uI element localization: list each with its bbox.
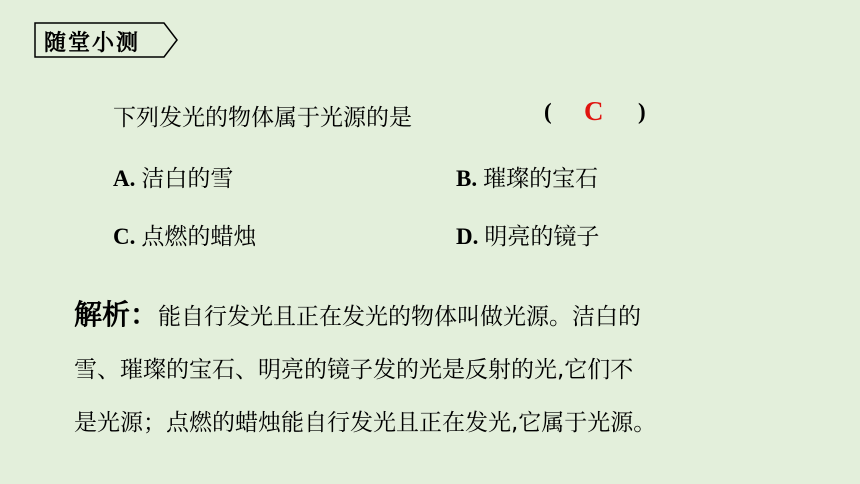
option-text: 璀璨的宝石 xyxy=(483,166,599,192)
option-letter: D. xyxy=(456,224,479,249)
question-text: 下列发光的物体属于光源的是 xyxy=(113,105,412,131)
analysis-text-1: 能自行发光且正在发光的物体叫做光源。洁白的 xyxy=(158,304,642,330)
option-text: 点燃的蜡烛 xyxy=(141,224,257,250)
analysis-line-3: 是光源；点燃的蜡烛能自行发光且正在发光,它属于光源。 xyxy=(74,410,657,436)
answer-letter: C xyxy=(584,96,604,126)
analysis-block xyxy=(74,288,814,450)
section-tag-label: 随堂小测 xyxy=(44,31,141,56)
option-text: 明亮的镜子 xyxy=(484,224,600,250)
option-letter: B. xyxy=(456,166,478,191)
analysis-line-2: 雪、璀璨的宝石、明亮的镜子发的光是反射的光,它们不 xyxy=(74,357,634,383)
option-letter: A. xyxy=(113,166,136,191)
option-a xyxy=(113,160,233,193)
section-tag xyxy=(34,22,179,58)
answer-paren-open: ( xyxy=(544,99,552,124)
answer-paren-close: ) xyxy=(638,99,646,124)
option-d xyxy=(456,218,599,251)
option-text: 洁白的雪 xyxy=(141,166,234,192)
analysis-heading: 解析： xyxy=(74,298,159,331)
option-b xyxy=(456,160,598,193)
analysis-line-1 xyxy=(74,288,814,344)
option-letter: C. xyxy=(113,224,136,249)
option-c xyxy=(113,218,256,251)
